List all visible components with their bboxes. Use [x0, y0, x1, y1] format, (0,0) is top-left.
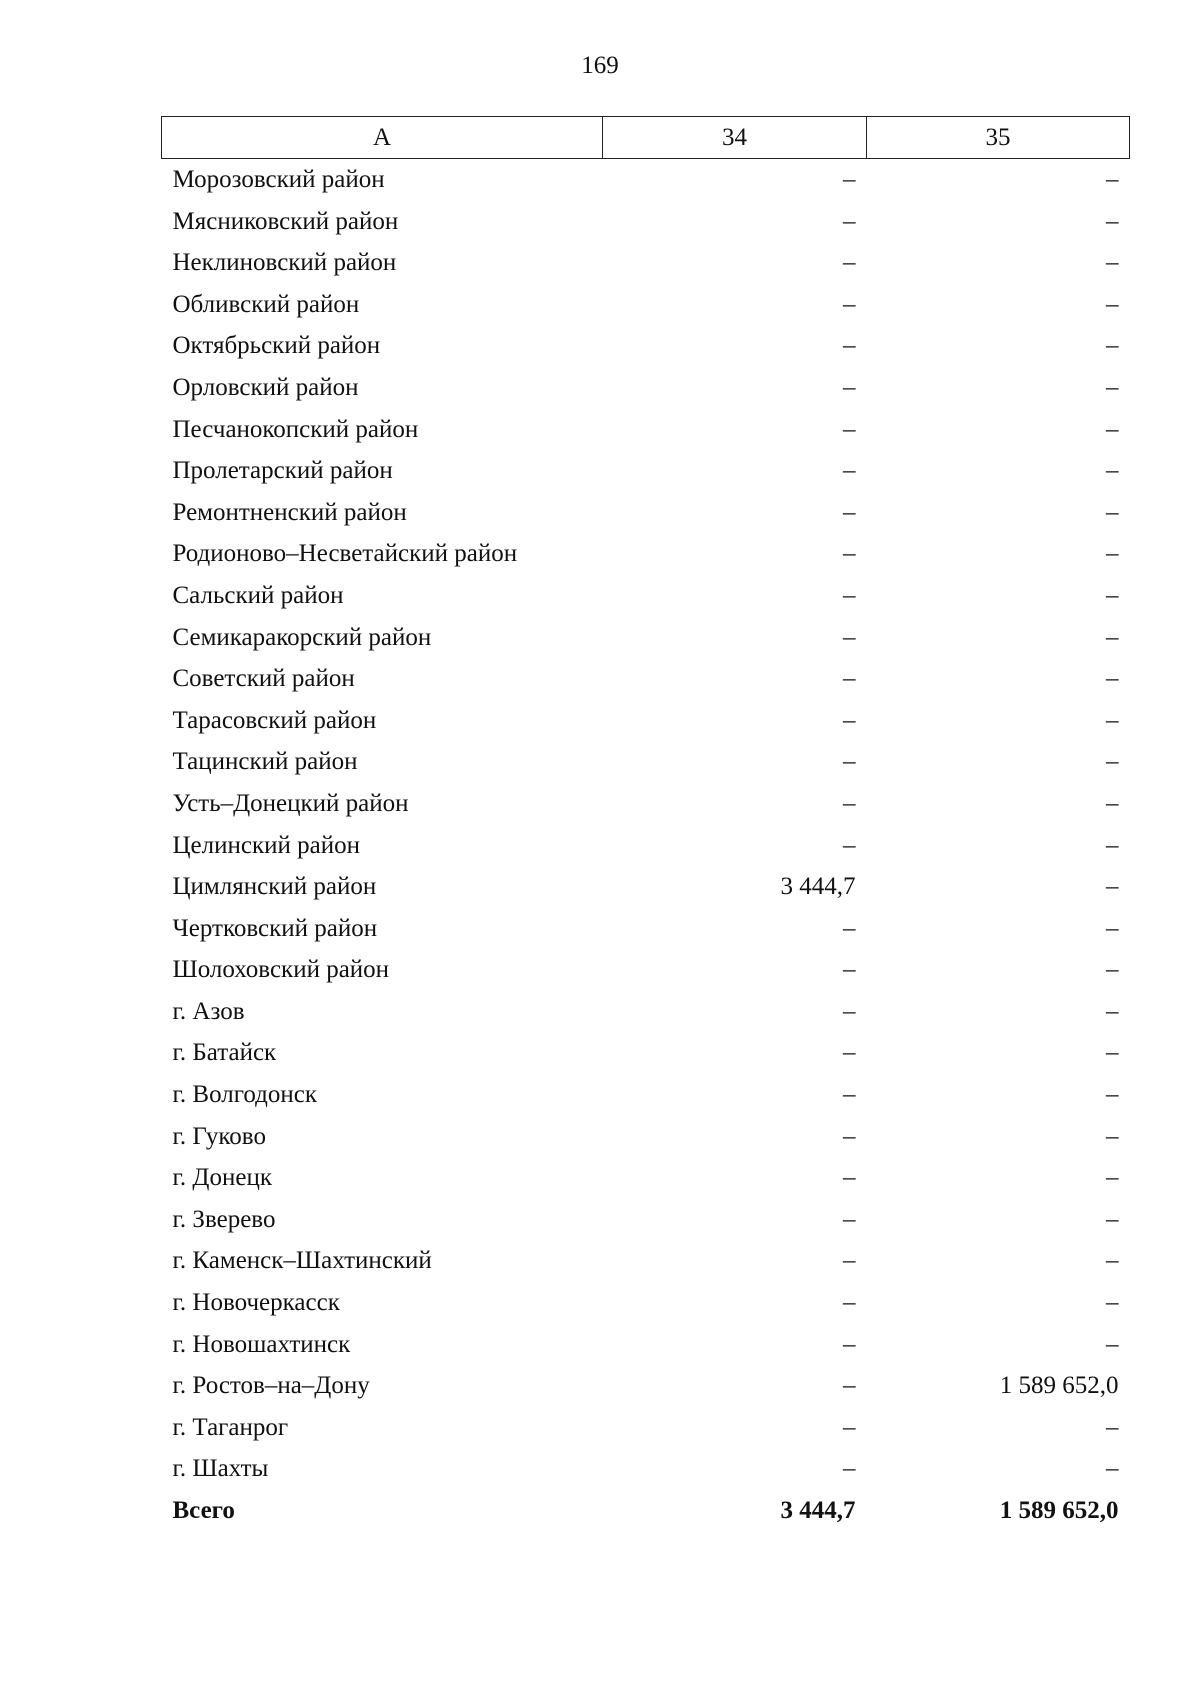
table-row: [162, 201, 1130, 243]
row-col-34-cell: –: [843, 1122, 856, 1150]
row-col-35-cell: –: [1106, 581, 1119, 609]
row-name-cell: г. Ростов–на–Дону: [172, 1372, 370, 1400]
row-col-34-cell: –: [843, 831, 856, 859]
row-col-34-cell: –: [843, 1413, 856, 1441]
row-name-cell: Тарасовский район: [172, 706, 377, 734]
row-col-34-cell: –: [843, 415, 856, 443]
row-col-35-cell: –: [1106, 1413, 1119, 1441]
row-col-34-cell: –: [843, 207, 856, 235]
header-col-a: А: [162, 117, 603, 159]
table-row: [162, 700, 1130, 742]
row-name-cell: Октябрьский район: [172, 332, 381, 360]
row-col-35-cell: –: [1106, 623, 1119, 651]
row-col-34-cell: –: [843, 1289, 856, 1317]
row-col-35-cell: –: [1106, 1205, 1119, 1233]
row-name-cell: г. Шахты: [172, 1455, 269, 1483]
row-name-cell: Обливский район: [172, 290, 360, 318]
row-col-34-cell: –: [843, 581, 856, 609]
row-col-34-cell: –: [843, 373, 856, 401]
row-name-cell: Всего: [172, 1497, 235, 1524]
table-row: [162, 908, 1130, 950]
row-name-cell: Сальский район: [172, 581, 344, 609]
table-row: [162, 1365, 1130, 1407]
row-col-34-cell: 3 444,7: [780, 1497, 856, 1524]
row-col-34-cell: –: [843, 1081, 856, 1109]
row-col-34-cell: –: [843, 997, 856, 1025]
table-row: [162, 533, 1130, 575]
row-name-cell: Орловский район: [172, 373, 359, 401]
table-row: [162, 991, 1130, 1033]
table-row: [162, 1448, 1130, 1490]
row-col-35-cell: –: [1106, 207, 1119, 235]
row-name-cell: Родионово–Несветайский район: [172, 540, 518, 568]
row-col-35-cell: –: [1106, 415, 1119, 443]
row-col-34-cell: –: [843, 1205, 856, 1233]
row-col-34-cell: –: [843, 914, 856, 942]
table-row: [162, 367, 1130, 409]
table-row: [162, 949, 1130, 991]
row-name-cell: Шолоховский район: [172, 956, 390, 984]
table-row: [162, 1074, 1130, 1116]
row-col-35-cell: –: [1106, 748, 1119, 776]
row-col-34-cell: –: [843, 498, 856, 526]
row-col-35-cell: –: [1106, 457, 1119, 485]
row-col-34-cell: –: [843, 1455, 856, 1483]
row-col-35-cell: –: [1106, 332, 1119, 360]
row-col-35-cell: –: [1106, 1247, 1119, 1275]
row-col-35-cell: –: [1106, 665, 1119, 693]
table-row: [162, 866, 1130, 908]
table-row: [162, 1240, 1130, 1282]
row-col-35-cell: –: [1106, 706, 1119, 734]
table-row: [162, 450, 1130, 492]
row-col-35-cell: –: [1106, 1455, 1119, 1483]
row-col-34-cell: –: [843, 249, 856, 277]
table-row: [162, 658, 1130, 700]
row-name-cell: Неклиновский район: [172, 249, 397, 277]
row-col-35-cell: –: [1106, 956, 1119, 984]
table-row: [162, 1116, 1130, 1158]
table-row: [162, 783, 1130, 825]
row-col-34-cell: –: [843, 290, 856, 318]
row-col-34-cell: –: [843, 956, 856, 984]
row-col-35-cell: –: [1106, 540, 1119, 568]
header-col-34: 34: [603, 117, 867, 159]
row-col-34-cell: –: [843, 665, 856, 693]
table-row: [162, 741, 1130, 783]
table-row: [162, 1407, 1130, 1449]
row-col-34-cell: –: [843, 706, 856, 734]
row-col-35-cell: –: [1106, 1164, 1119, 1192]
data-table: [161, 116, 1130, 1532]
row-col-35-cell: 1 589 652,0: [999, 1372, 1119, 1400]
row-col-34-cell: –: [843, 332, 856, 360]
row-name-cell: Целинский район: [172, 831, 360, 859]
row-col-35-cell: 1 589 652,0: [999, 1497, 1119, 1524]
row-col-35-cell: –: [1106, 789, 1119, 817]
row-name-cell: г. Зверево: [172, 1205, 276, 1233]
row-name-cell: г. Батайск: [172, 1039, 277, 1067]
row-name-cell: Мясниковский район: [172, 207, 399, 235]
row-name-cell: г. Волгодонск: [172, 1081, 318, 1109]
table-row: [162, 617, 1130, 659]
table-row: [162, 1032, 1130, 1074]
row-col-35-cell: –: [1106, 1122, 1119, 1150]
table-row: [162, 159, 1130, 201]
row-name-cell: г. Новошахтинск: [172, 1330, 351, 1358]
row-name-cell: Ремонтненский район: [172, 498, 407, 526]
row-name-cell: Тацинский район: [172, 748, 358, 776]
row-name-cell: Чертковский район: [172, 914, 378, 942]
total-row: [162, 1490, 1130, 1532]
row-col-35-cell: –: [1106, 1289, 1119, 1317]
row-name-cell: Морозовский район: [172, 166, 385, 193]
row-name-cell: Пролетарский район: [172, 457, 393, 485]
row-col-35-cell: –: [1106, 997, 1119, 1025]
row-col-35-cell: –: [1106, 290, 1119, 318]
row-name-cell: Песчанокопский район: [172, 415, 419, 443]
table-row: [162, 825, 1130, 867]
table-row: [162, 242, 1130, 284]
table-row: [162, 492, 1130, 534]
table-row: [162, 325, 1130, 367]
header-row: [162, 117, 1130, 159]
row-col-34-cell: –: [843, 166, 856, 193]
row-col-34-cell: –: [843, 1330, 856, 1358]
row-name-cell: г. Донецк: [172, 1164, 272, 1192]
table-row: [162, 284, 1130, 326]
row-name-cell: г. Новочеркасск: [172, 1289, 340, 1317]
table-row: [162, 1324, 1130, 1366]
page-number: 169: [581, 52, 619, 79]
row-col-34-cell: –: [843, 1164, 856, 1192]
row-col-34-cell: –: [843, 457, 856, 485]
row-col-34-cell: –: [843, 540, 856, 568]
table-row: [162, 1199, 1130, 1241]
header-col-35: 35: [867, 117, 1130, 159]
table-body: [162, 159, 1130, 1532]
row-col-35-cell: –: [1106, 914, 1119, 942]
row-col-34-cell: –: [843, 789, 856, 817]
row-col-35-cell: –: [1106, 831, 1119, 859]
row-col-34-cell: –: [843, 623, 856, 651]
row-col-35-cell: –: [1106, 249, 1119, 277]
row-col-35-cell: –: [1106, 498, 1119, 526]
row-col-35-cell: –: [1106, 1081, 1119, 1109]
row-name-cell: г. Таганрог: [172, 1413, 289, 1441]
row-name-cell: Семикаракорский район: [172, 623, 432, 651]
row-name-cell: г. Азов: [172, 997, 245, 1025]
row-col-35-cell: –: [1106, 873, 1119, 901]
row-name-cell: г. Гуково: [172, 1122, 266, 1150]
row-col-34-cell: –: [843, 1039, 856, 1067]
row-name-cell: Советский район: [172, 665, 355, 693]
row-col-35-cell: –: [1106, 1039, 1119, 1067]
table-header: [162, 117, 1130, 159]
row-name-cell: Цимлянский район: [172, 873, 377, 901]
row-name-cell: г. Каменск–Шахтинский: [172, 1247, 432, 1275]
row-col-34-cell: 3 444,7: [780, 873, 856, 901]
table-row: [162, 409, 1130, 451]
table-row: [162, 1282, 1130, 1324]
row-col-34-cell: –: [843, 1372, 856, 1400]
row-name-cell: Усть–Донецкий район: [172, 789, 409, 817]
row-col-35-cell: –: [1106, 373, 1119, 401]
row-col-34-cell: –: [843, 1247, 856, 1275]
row-col-35-cell: –: [1106, 166, 1119, 193]
table-row: [162, 575, 1130, 617]
row-col-34-cell: –: [843, 748, 856, 776]
row-col-35-cell: –: [1106, 1330, 1119, 1358]
table-row: [162, 1157, 1130, 1199]
